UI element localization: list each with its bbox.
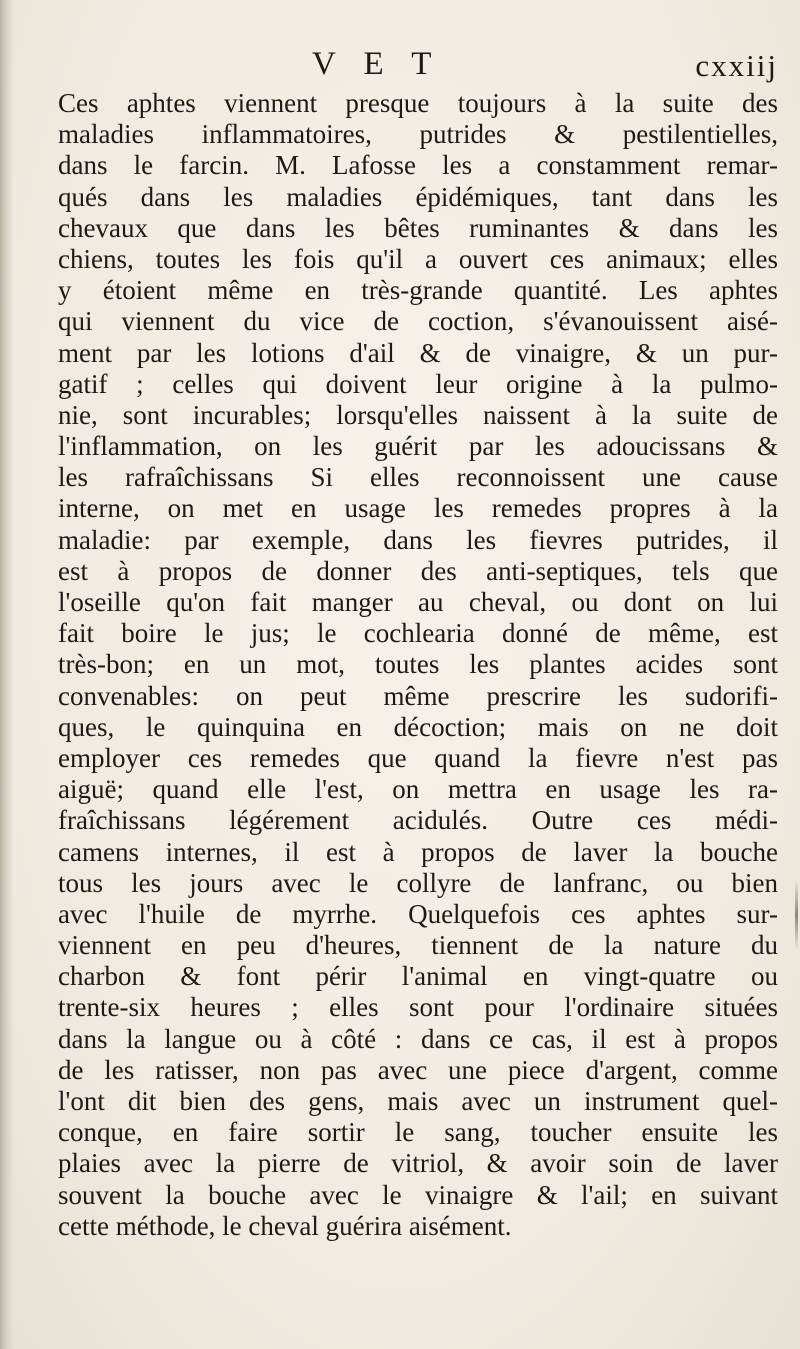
text-line: chiens, toutes les fois qu'il a ouvert ces animaux; elles bbox=[58, 243, 778, 274]
text-line: charbon & font périr l'animal en vingt-quatre ou bbox=[58, 961, 778, 992]
body-text bbox=[58, 88, 778, 1242]
text-line: Ces aphtes viennent presque toujours à la suite des bbox=[58, 88, 778, 118]
text-line: fait boire le jus; le cochlearia donné de même, est bbox=[58, 618, 778, 649]
running-head: V E T bbox=[312, 46, 442, 82]
text-line: y étoient même en très-grande quantité. Les aphtes bbox=[58, 275, 778, 306]
text-line: interne, on met en usage les remedes propres à la bbox=[58, 493, 778, 524]
page-number: cxxiij bbox=[695, 48, 778, 83]
page-header bbox=[58, 44, 778, 88]
text-line: tous les jours avec le collyre de lanfranc, ou bien bbox=[58, 867, 778, 898]
text-line: souvent la bouche avec le vinaigre & l'ail; en suivant bbox=[58, 1179, 778, 1210]
text-line: nie, sont incurables; lorsqu'elles naissent à la suite de bbox=[58, 399, 778, 430]
text-line: l'inflammation, on les guérit par les adoucissans & bbox=[58, 431, 778, 462]
page-gutter-shadow bbox=[0, 0, 14, 1349]
text-line: convenables: on peut même prescrire les sudorifi- bbox=[58, 680, 778, 711]
text-line: très-bon; en un mot, toutes les plantes acides sont bbox=[58, 649, 778, 680]
text-line: avec l'huile de myrrhe. Quelquefois ces aphtes sur- bbox=[58, 898, 778, 929]
text-line: cette méthode, le cheval guérira aisément. bbox=[58, 1210, 512, 1241]
text-line: ques, le quinquina en décoction; mais on ne doit bbox=[58, 711, 778, 742]
page-edge-mark bbox=[795, 880, 798, 950]
text-line: est à propos de donner des anti-septiques, tels que bbox=[58, 555, 778, 586]
text-line: gatif ; celles qui doivent leur origine à la pulmo- bbox=[58, 368, 778, 399]
text-line: viennent en peu d'heures, tiennent de la nature du bbox=[58, 930, 778, 961]
text-line: dans le farcin. M. Lafosse les a constamment remar- bbox=[58, 150, 778, 181]
text-line: l'ont dit bien des gens, mais avec un instrument quel- bbox=[58, 1086, 778, 1116]
text-line: chevaux que dans les bêtes ruminantes & dans les bbox=[58, 212, 778, 243]
text-line: aiguë; quand elle l'est, on mettra en usage les ra- bbox=[58, 774, 778, 805]
text-line: ment par les lotions d'ail & de vinaigre, & un pur- bbox=[58, 337, 778, 368]
text-line: qués dans les maladies épidémiques, tant dans les bbox=[58, 181, 778, 212]
text-line: fraîchissans légérement acidulés. Outre ces médi- bbox=[58, 805, 778, 836]
text-line: maladies inflammatoires, putrides & pestilentielles, bbox=[58, 119, 778, 150]
text-line: conque, en faire sortir le sang, toucher ensuite les bbox=[58, 1117, 778, 1148]
text-line: de les ratisser, non pas avec une piece d'argent, comme bbox=[58, 1054, 778, 1085]
text-line: maladie: par exemple, dans les fievres putrides, il bbox=[58, 524, 778, 555]
text-line: employer ces remedes que quand la fievre n'est pas bbox=[58, 742, 778, 773]
text-line: dans la langue ou à côté : dans ce cas, il est à propos bbox=[58, 1023, 778, 1054]
text-line: camens internes, il est à propos de laver la bouche bbox=[58, 836, 778, 867]
text-line: qui viennent du vice de coction, s'évanouissent aisé- bbox=[58, 306, 778, 337]
text-line: l'oseille qu'on fait manger au cheval, ou dont on lui bbox=[58, 587, 778, 617]
text-line: trente-six heures ; elles sont pour l'ordinaire situées bbox=[58, 992, 778, 1023]
text-line: plaies avec la pierre de vitriol, & avoir soin de laver bbox=[58, 1148, 778, 1179]
text-line: les rafraîchissans Si elles reconnoissent une cause bbox=[58, 462, 778, 493]
